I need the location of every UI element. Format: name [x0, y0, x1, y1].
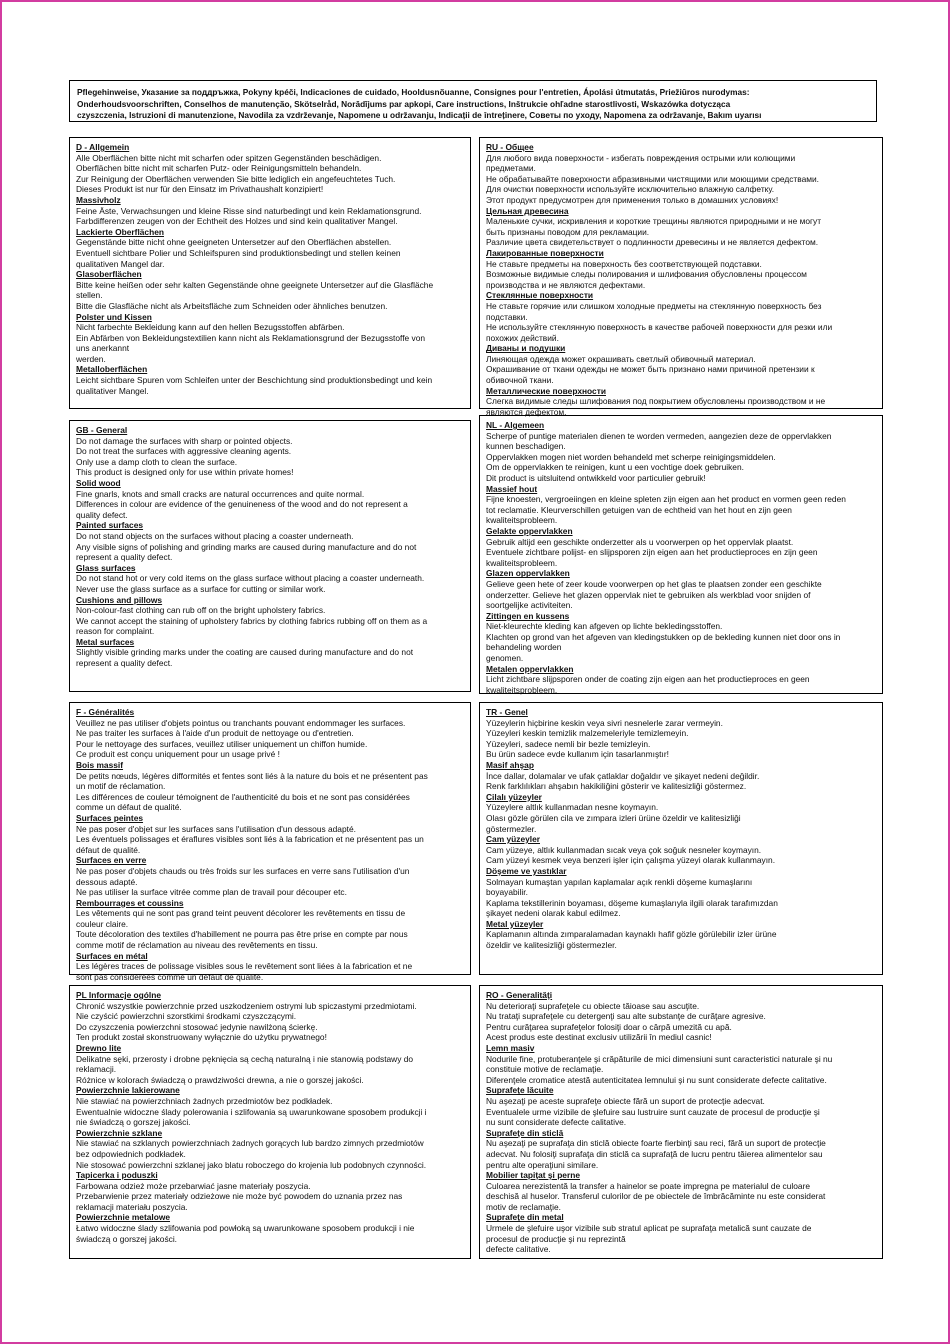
- instruction-text: onderzetter. Gelieve het glazen oppervlak niet te gebruiken als werkblad voor snijden of: [486, 589, 811, 600]
- section-heading: Massivholz: [76, 194, 121, 205]
- instruction-text: Для очистки поверхности используйте исключительно влажную салфетку.: [486, 184, 775, 195]
- instruction-text: Gelieve geen hete of zeer koude voorwerpen op het glas te plaatsen zonder een geschikte: [486, 578, 822, 589]
- section-heading: Bois massif: [76, 759, 124, 770]
- instruction-text: Only use a damp cloth to clean the surface.: [76, 456, 238, 467]
- instruction-text: Ein Abfärben von Bekleidungstextilien kann nicht als Reklamationsgrund der Bezugsstoffe von: [76, 332, 426, 343]
- instruction-text: Kaplama tekstillerinin boyaması, döşeme kumaşlarıyla ilgili olarak tarafımızdan: [486, 897, 778, 908]
- header-line: Pflegehinweise, Указание за поддръжка, Pokyny kpéči, Indicaciones de cuidado, Hooldusnõuanne, Consignes pour l'entretien, Ápolási útmutatás, Priežiūros nurodymas:: [77, 87, 750, 97]
- section-heading: Suprafeţe din metal: [486, 1212, 564, 1223]
- section-heading: GB - General: [76, 425, 128, 435]
- instruction-text: Feine Äste, Verwachsungen und kleine Risse sind naturbedingt und kein Reklamationsgrund.: [76, 205, 422, 216]
- instruction-text: Oppervlakken mogen niet worden behandeld met scherpe reinigingsmiddelen.: [486, 451, 776, 462]
- section-de: [69, 137, 471, 409]
- section-heading: Glazen oppervlakken: [486, 568, 570, 579]
- instruction-text: Eventualele urme vizibile de şlefuire sau lustruire sunt cauzate de procesul de producţie şi: [486, 1106, 820, 1117]
- instruction-text: kwaliteitsprobleem.: [486, 515, 558, 526]
- instruction-text: couleur claire.: [76, 918, 129, 929]
- instruction-text: constituie motive de reclamaţie.: [486, 1064, 604, 1075]
- instruction-text: Veuillez ne pas utiliser d'objets pointus ou tranchants pouvant endommager les surfaces.: [76, 717, 406, 728]
- instruction-text: Leicht sichtbare Spuren vom Schleifen unter der Beschichtung sind produktionsbedingt und kein: [76, 375, 433, 386]
- instruction-text: adecvat. Nu folosiţi suprafaţa din sticlă ca suprafaţă de lucru pentru tăierea alimentelor sau: [486, 1148, 823, 1159]
- instruction-text: stellen.: [76, 290, 103, 301]
- section-heading: Metalloberflächen: [76, 364, 148, 375]
- instruction-text: производства и не являются дефектами.: [486, 279, 646, 290]
- instruction-text: Ten produkt został skonstruowany wyłącznie do użytku prywatnego!: [76, 1032, 327, 1043]
- instruction-text: Слегка видимые следы шлифования под покрытием обусловлены производством и не: [486, 396, 826, 407]
- section-heading: Masif ahşap: [486, 759, 534, 770]
- instruction-text: Scherpe of puntige materialen dienen te worden vermeden, aangezien deze de oppervlakken: [486, 430, 832, 441]
- instruction-text: dessous adapté.: [76, 876, 138, 887]
- section-heading: Gelakte oppervlakken: [486, 525, 573, 536]
- instruction-text: обивочной ткани.: [486, 375, 554, 386]
- instruction-text: kunnen beschadigen.: [486, 441, 566, 452]
- instruction-text: Non-colour-fast clothing can rub off on the bright upholstery fabrics.: [76, 605, 326, 616]
- instruction-text: Yüzeylerin hiçbirine keskin veya sivri nesnelerle zarar vermeyin.: [486, 717, 723, 728]
- instruction-text: Kaplamanın altında zımparalamadan kaynaklı hafif gözle görülebilir izler ürüne: [486, 929, 777, 940]
- instruction-text: Fijne knoesten, vergroeiingen en kleine spleten zijn eigen aan het product en vormen geen reden: [486, 494, 846, 505]
- section-heading: Lackierte Oberflächen: [76, 226, 164, 237]
- section-heading: RO - Generalităţi: [486, 990, 553, 1000]
- section-heading: Rembourrages et coussins: [76, 897, 184, 908]
- section-heading: Powierzchnie metalowe: [76, 1212, 171, 1223]
- instruction-text: Any visible signs of polishing and grinding marks are caused during manufacture and do not: [76, 541, 417, 552]
- section-ru: [479, 137, 883, 417]
- instruction-text: represent a quality defect.: [76, 552, 173, 563]
- instruction-text: De petits nœuds, légères difformités et fentes sont liés à la nature du bois et ne présentent pas: [76, 770, 428, 781]
- instruction-text: Les vêtements qui ne sont pas grand teint peuvent décolorer les revêtements en tissu de: [76, 908, 406, 919]
- instruction-text: Окрашивание от ткани одежды не может быть признано нами причиной претензии к: [486, 364, 815, 375]
- section-heading: Painted surfaces: [76, 520, 144, 531]
- instruction-text: özeldir ve kalitesizliği göstermezler.: [486, 940, 617, 951]
- section-heading: Metalen oppervlakken: [486, 663, 574, 674]
- instruction-text: Cam yüzeye, altlık kullanmadan sıcak veya çok soğuk nesneler koymayın.: [486, 844, 762, 855]
- instruction-text: Les éventuels polissages et éraflures visibles sont liés à la fabrication et ne présentent pas un: [76, 834, 424, 845]
- section-heading: Mobilier tapiţat şi perne: [486, 1170, 581, 1181]
- instruction-text: reason for complaint.: [76, 626, 155, 637]
- instruction-text: Do not stand objects on the surfaces without placing a coaster underneath.: [76, 530, 354, 541]
- instruction-text: świadczą o gorszej jakości.: [76, 1233, 178, 1244]
- instruction-text: Nie stosować powierzchni szklanej jako blatu roboczego do krojenia lub podobnych czynności.: [76, 1159, 427, 1170]
- instruction-text: boyayabilir.: [486, 887, 528, 898]
- instruction-text: Nie stawiać na szklanych powierzchniach żadnych gorących lub bardzo zimnych przedmiotów: [76, 1138, 424, 1149]
- header-line: Onderhoudsvoorschriften, Conselhos de manutenção, Skötselråd, Norādījums par apkopi, Care instructions, Inštrukcie ohľadne starostlivosti, Wskazówka dotycząca: [77, 98, 731, 109]
- section-heading: Tapicerka i poduszki: [76, 1170, 158, 1181]
- instruction-text: Łatwo widoczne ślady szlifowania pod powłoką są uwarunkowane sposobem produkcji i nie: [76, 1223, 415, 1234]
- section-heading: Suprafeţe lăcuite: [486, 1085, 554, 1096]
- instruction-text: Eventuele zichtbare polijst- en slijpsporen zijn eigen aan het productieproces en zijn geen: [486, 547, 818, 558]
- instruction-text: Gebruik altijd een geschikte onderzetter als u voorwerpen op het oppervlak plaatst.: [486, 536, 794, 547]
- section-heading: Цельная древесина: [486, 205, 569, 216]
- instruction-text: Dieses Produkt ist nur für den Einsatz im Privathaushalt konzipiert!: [76, 184, 324, 195]
- instruction-text: un motif de réclamation.: [76, 781, 166, 792]
- instruction-text: genomen.: [486, 653, 524, 664]
- instruction-text: Не обрабатывайте поверхности абразивными чистящими или моющими средствами.: [486, 173, 820, 184]
- instruction-text: Gegenstände bitte nicht ohne geeigneten Untersetzer auf den Oberflächen abstellen.: [76, 237, 392, 248]
- instruction-text: Nu deterioraţi suprafeţele cu obiecte tăioase sau ascuţite.: [486, 1000, 700, 1011]
- section-gb: [69, 420, 471, 692]
- section-heading: Cushions and pillows: [76, 594, 163, 605]
- instruction-text: Oberflächen bitte nicht mit scharfen Putz- oder Reinigungsmitteln behandeln.: [76, 163, 362, 174]
- instruction-text: Nu aşezaţi pe aceste suprafeţe obiecte fără un suport de protecţie adecvat.: [486, 1095, 765, 1106]
- instruction-text: Nie czyścić powierzchni szorstkimi środkami czyszczącymi.: [76, 1011, 297, 1022]
- instruction-text: kwaliteitsprobleem.: [486, 557, 558, 568]
- instruction-text: nie świadczą o gorszej jakości.: [76, 1117, 191, 1128]
- instruction-text: Этот продукт предусмотрен для применения только в домашних условиях!: [486, 194, 779, 205]
- section-heading: Cilalı yüzeyler: [486, 791, 542, 802]
- instruction-text: Urmele de şlefuire uşor vizibile sub stratul aplicat pe suprafaţa metalică sunt cauzate de: [486, 1223, 812, 1234]
- instruction-text: предметами.: [486, 163, 536, 174]
- section-tr: [479, 702, 883, 975]
- instruction-text: şikayet nedeni olarak kabul edilmez.: [486, 908, 621, 919]
- instruction-text: quality defect.: [76, 509, 128, 520]
- section-heading: Стеклянные поверхности: [486, 290, 594, 301]
- section-nl: [479, 415, 883, 694]
- instruction-text: Pour le nettoyage des surfaces, veuillez utiliser uniquement un chiffon humide.: [76, 738, 368, 749]
- instruction-text: Ne pas utiliser la surface vitrée comme plan de travail pour découper etc.: [76, 887, 347, 898]
- section-heading: NL - Algemeen: [486, 420, 545, 430]
- instruction-text: Возможные видимые следы полирования и шлифования обусловлены процессом: [486, 269, 807, 280]
- instruction-text: Dit product is uitsluitend ontwikkeld voor particulier gebruik!: [486, 472, 706, 483]
- instruction-text: reklamacji.: [76, 1064, 117, 1075]
- section-heading: TR - Genel: [486, 707, 528, 717]
- section-ro: [479, 985, 883, 1259]
- section-heading: RU - Общее: [486, 142, 534, 152]
- instruction-text: Различие цвета свидетельствует о подлинности древесины и не является дефектом.: [486, 237, 819, 248]
- instruction-text: Маленькие сучки, искривления и короткие трещины являются природными и не могут: [486, 216, 822, 227]
- instruction-text: являются дефектом.: [486, 406, 567, 417]
- section-heading: Glasoberflächen: [76, 269, 142, 280]
- instruction-text: Differences in colour are evidence of the genuineness of the wood and do not represent a: [76, 499, 408, 510]
- instruction-text: похожих действий.: [486, 332, 559, 343]
- instruction-text: Bitte keine heißen oder sehr kalten Gegenstände ohne geeignete Untersetzer auf die Glasfläche: [76, 279, 434, 290]
- instruction-text: Chronić wszystkie powierzchnie przed uszkodzeniem ostrymi lub spiczastymi przedmiotami.: [76, 1000, 417, 1011]
- instruction-text: sont pas considérées comme un défaut de qualité.: [76, 971, 264, 982]
- instruction-text: Do not damage the surfaces with sharp or pointed objects.: [76, 435, 293, 446]
- instruction-text: Licht zichtbare slijpsporen onder de coating zijn eigen aan het productieproces en geen: [486, 674, 810, 685]
- instruction-text: Renk farklılıkları ahşabın hakikiliğini gösterir ve kalitesizliği göstermez.: [486, 781, 747, 792]
- header-line: czyszczenia, Istruzioni di manutenzione, Navodila za vzdrževanje, Napomene u održavanju, Indicații de întreținere, Советы по уходу, Napomena za održavanje, Bakım uyarısı: [77, 110, 762, 120]
- section-heading: D - Allgemein: [76, 142, 130, 152]
- section-heading: Surfaces peintes: [76, 812, 144, 823]
- instruction-text: Różnice w kolorach świadczą o prawdziwości drewna, a nie o gorszej jakości.: [76, 1074, 364, 1085]
- section-heading: Suprafeţe din sticlă: [486, 1127, 564, 1138]
- instruction-text: Slightly visible grinding marks under the coating are caused during manufacture and do not: [76, 647, 414, 658]
- section-heading: Cam yüzeyler: [486, 834, 540, 845]
- instruction-text: Alle Oberflächen bitte nicht mit scharfen oder spitzen Gegenständen beschädigen.: [76, 152, 382, 163]
- instruction-text: İnce dallar, dolamalar ve ufak çatlaklar doğaldır ve şikayet nedeni değildir.: [486, 770, 760, 781]
- section-heading: Surfaces en verre: [76, 855, 147, 866]
- instruction-text: comme motif de réclamation au niveau des revêtements en tissu.: [76, 940, 318, 951]
- instruction-text: Nu aşezaţi pe suprafaţa din sticlă obiecte foarte fierbinţi sau reci, fără un suport de protecţie: [486, 1138, 826, 1149]
- instruction-text: Farbdifferenzen zeugen von der Echtheit des Holzes und sind kein qualitativer Mangel.: [76, 216, 398, 227]
- instruction-text: Линяющая одежда может окрашивать светлый обивочный материал.: [486, 353, 756, 364]
- instruction-text: Diferenţele cromatice atestă autenticitatea lemnului şi nu sunt considerate defecte calitative.: [486, 1074, 827, 1085]
- instruction-text: Nicht farbechte Bekleidung kann auf den hellen Bezugsstoffen abfärben.: [76, 322, 345, 333]
- instruction-text: nu sunt considerate defecte calitative.: [486, 1117, 627, 1128]
- section-fr: [69, 702, 471, 982]
- section-heading: PL Informacje ogólne: [76, 990, 162, 1000]
- instruction-text: motiv de reclamaţie.: [486, 1201, 561, 1212]
- instruction-text: Не ставьте предметы на поверхность без соответствующей подставки.: [486, 258, 762, 269]
- section-heading: Polster und Kissen: [76, 311, 152, 322]
- instruction-text: kwaliteitsprobleem.: [486, 684, 558, 695]
- instruction-text: быть признаны поводом для рекламации.: [486, 226, 650, 237]
- instruction-text: Toute décoloration des textiles d'habillement ne pourra pas être prise en compte par nous: [76, 929, 408, 940]
- section-heading: Döşeme ve yastıklar: [486, 865, 567, 876]
- instruction-text: Yüzeyleri, sadece nemli bir bezle temizleyin.: [486, 738, 651, 749]
- instruction-text: pentru alte operaţiuni similare.: [486, 1159, 599, 1170]
- section-heading: Lemn masiv: [486, 1042, 535, 1053]
- instruction-text: qualitativen Mangel dar.: [76, 258, 165, 269]
- instruction-text: uns anerkannt: [76, 343, 130, 354]
- section-pl: [69, 985, 471, 1259]
- section-heading: Zittingen en kussens: [486, 610, 570, 621]
- care-instructions-header: [69, 80, 877, 122]
- instruction-text: Niet-kleurechte kleding kan afgeven op lichte bekledingsstoffen.: [486, 621, 723, 632]
- instruction-text: Om de oppervlakken te reinigen, kunt u een vochtige doek gebruiken.: [486, 462, 744, 473]
- instruction-text: Cam yüzeyi kesmek veya benzeri işler için çalışma yüzeyi olarak kullanmayın.: [486, 855, 776, 866]
- section-heading: Drewno lite: [76, 1042, 122, 1053]
- instruction-text: Zur Reinigung der Oberflächen verwenden Sie bitte lediglich ein angefeuchtetes Tuch.: [76, 173, 396, 184]
- instruction-text: represent a quality defect.: [76, 658, 173, 669]
- instruction-text: Delikatne sęki, przerosty i drobne pęknięcia są cechą naturalną i nie stanowią podstawy do: [76, 1053, 414, 1064]
- section-heading: F - Généralités: [76, 707, 135, 717]
- instruction-text: comme un défaut de qualité.: [76, 802, 182, 813]
- instruction-text: Nodurile fine, protuberanţele şi crăpăturile de mici dimensiuni sunt caracteristici naturale şi nu: [486, 1053, 833, 1064]
- instruction-text: Ne pas traiter les surfaces à l'aide d'un produit de nettoyage ou d'entretien.: [76, 728, 354, 739]
- instruction-text: Do not stand hot or very cold items on the glass surface without placing a coaster underneath.: [76, 573, 425, 584]
- instruction-text: Ewentualnie widoczne ślady polerowania i szlifowania są uwarunkowane sposobem produkcji i: [76, 1106, 427, 1117]
- instruction-text: defecte calitative.: [486, 1244, 551, 1255]
- instruction-text: Bu ürün sadece evde kullanım için tasarlanmıştır!: [486, 749, 669, 760]
- instruction-text: Culoarea nerezistentă la transfer a hainelor se poate impregna pe materialul de culoare: [486, 1180, 811, 1191]
- instruction-text: подставки.: [486, 311, 528, 322]
- instruction-text: Olası gözle görülen cila ve zımpara izleri ürüne özeldir ve kalitesizliği: [486, 812, 741, 823]
- instruction-text: Klachten op grond van het afgeven van kledingstukken op de bekleding kunnen niet door ons in: [486, 631, 841, 642]
- instruction-text: Solmayan kumaştan yapılan kaplamalar açık renkli döşeme kumaşlarını: [486, 876, 753, 887]
- section-heading: Glass surfaces: [76, 562, 136, 573]
- instruction-text: Do not treat the surfaces with aggressive cleaning agents.: [76, 446, 292, 457]
- instruction-text: bez odpowiednich podkładek.: [76, 1148, 186, 1159]
- instruction-text: Never use the glass surface as a surface for cutting or similar work.: [76, 583, 326, 594]
- instruction-text: Pentru curăţarea suprafeţelor folosiţi doar o cârpă umezită cu apă.: [486, 1021, 732, 1032]
- instruction-text: Eventuell sichtbare Polier und Schleifspuren sind produktionsbedingt und stellen keinen: [76, 247, 401, 258]
- instruction-text: Не используйте стеклянную поверхность в качестве рабочей поверхности для резки или: [486, 322, 833, 333]
- instruction-text: défaut de qualité.: [76, 844, 141, 855]
- section-heading: Металлические поверхности: [486, 385, 606, 396]
- instruction-text: Les légères traces de polissage visibles sous le revêtement sont liées à la fabrication et ne: [76, 961, 413, 972]
- instruction-text: Ne pas poser d'objets chauds ou très froids sur les surfaces en verre sans l'utilisation d'un: [76, 865, 410, 876]
- instruction-text: Przebarwienie przez materiały odzieżowe nie może być powodem do uznania przez nas: [76, 1191, 403, 1202]
- instruction-text: procesul de producţie şi nu reprezintă: [486, 1233, 626, 1244]
- instruction-text: Acest produs este destinat exclusiv utilizării în mediul casnic!: [486, 1032, 712, 1043]
- section-heading: Лакированные поверхности: [486, 247, 604, 258]
- instruction-text: Yüzeylere altlık kullanmadan nesne koymayın.: [486, 802, 659, 813]
- instruction-text: Les différences de couleur témoignent de l'authenticité du bois et ne sont pas considérées: [76, 791, 410, 802]
- section-heading: Massief hout: [486, 483, 538, 494]
- instruction-text: Для любого вида поверхности - избегать повреждения острыми или колющими: [486, 152, 796, 163]
- instruction-text: This product is designed only for use within private homes!: [76, 467, 294, 478]
- instruction-text: göstermezler.: [486, 823, 537, 834]
- instruction-text: reklamacji materiału poszycia.: [76, 1201, 188, 1212]
- section-heading: Surfaces en métal: [76, 950, 148, 961]
- instruction-text: Ne pas poser d'objet sur les surfaces sans l'utilisation d'un dessous adapté.: [76, 823, 356, 834]
- instruction-text: soortgelijke activiteiten.: [486, 600, 573, 611]
- instruction-text: Farbowana odzież może przebarwiać jasne materiały poszycia.: [76, 1180, 311, 1191]
- section-heading: Metal yüzeyler: [486, 918, 544, 929]
- section-heading: Powierzchnie lakierowane: [76, 1085, 180, 1096]
- instruction-text: Do czyszczenia powierzchni stosować jedynie nawilżoną ścierkę.: [76, 1021, 318, 1032]
- instruction-text: behandeling worden: [486, 642, 562, 653]
- instruction-text: Bitte die Glasfläche nicht als Arbeitsfläche zum Schneiden oder ähnliches benutzen.: [76, 300, 388, 311]
- section-heading: Metal surfaces: [76, 636, 135, 647]
- instruction-text: Fine gnarls, knots and small cracks are natural occurrences and quite normal.: [76, 488, 365, 499]
- section-heading: Powierzchnie szklane: [76, 1127, 163, 1138]
- instruction-text: Ce produit est conçu uniquement pour un usage privé !: [76, 749, 280, 760]
- instruction-text: Не ставьте горячие или слишком холодные предметы на стеклянную поверхность без: [486, 300, 822, 311]
- instruction-text: werden.: [76, 353, 106, 364]
- instruction-text: Yüzeyleri keskin temizlik malzemeleriyle temizlemeyin.: [486, 728, 689, 739]
- section-heading: Диваны и подушки: [486, 343, 566, 354]
- instruction-text: Nu trataţi suprafeţele cu detergenţi sau alte substanţe de curăţare agresive.: [486, 1011, 766, 1022]
- instruction-text: qualitativer Mangel.: [76, 385, 149, 396]
- instruction-text: tot reclamatie. Kleurverschillen getuigen van de echtheid van het hout en zijn geen: [486, 504, 792, 515]
- section-heading: Solid wood: [76, 477, 121, 488]
- instruction-text: Nie stawiać na powierzchniach żadnych przedmiotów bez podkładek.: [76, 1095, 333, 1106]
- instruction-text: deschisă al huselor. Transferul culorilor de pe obiectele de îmbrăcăminte nu este considerat: [486, 1191, 826, 1202]
- instruction-text: We cannot accept the staining of upholstery fabrics by clothing fabrics rubbing off on them as a: [76, 615, 428, 626]
